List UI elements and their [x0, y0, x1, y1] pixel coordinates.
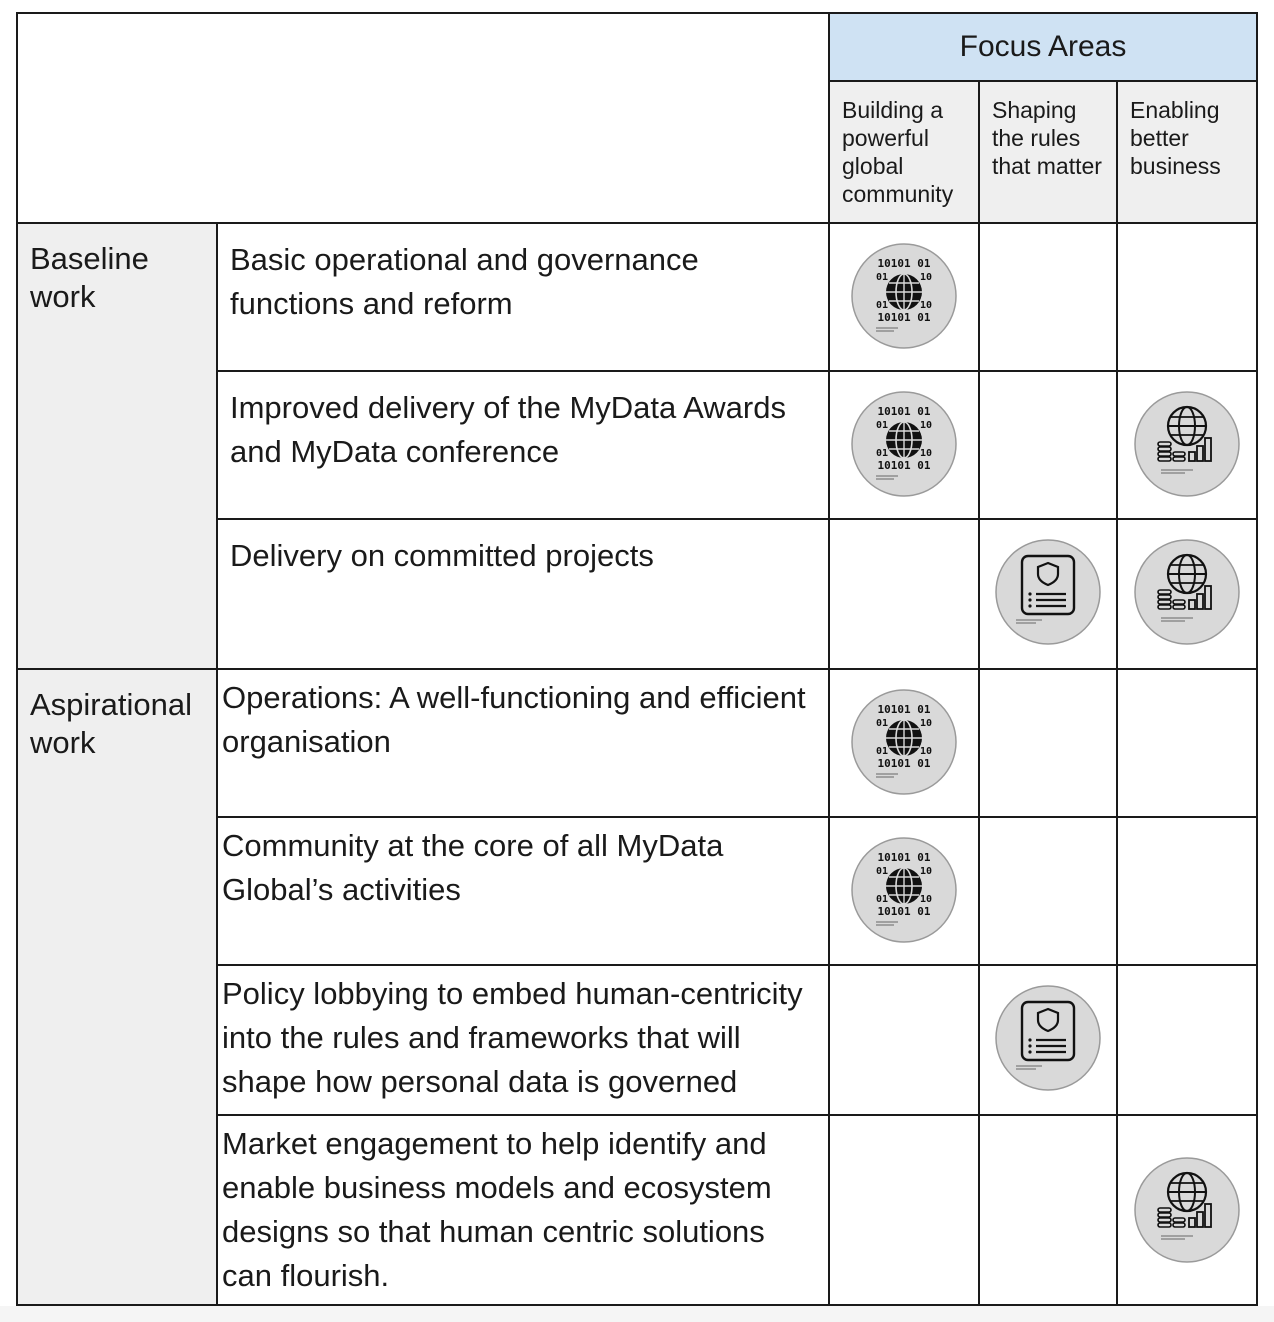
row-label-text: Operations: A well-functioning and efficient organisation	[222, 680, 806, 759]
row-cell-community	[828, 518, 980, 670]
row-cell-rules	[978, 222, 1118, 372]
row-cell-business	[1116, 964, 1258, 1116]
community-icon	[850, 390, 958, 498]
row-label	[216, 222, 830, 372]
row-label	[216, 668, 830, 818]
row-cell-community	[828, 222, 980, 372]
row-cell-rules	[978, 964, 1118, 1116]
column-header-label: Enabling better business	[1130, 97, 1221, 179]
row-cell-rules	[978, 1114, 1118, 1306]
row-cell-business	[1116, 222, 1258, 372]
row-label-text: Improved delivery of the MyData Awards and MyData conference	[230, 390, 786, 469]
row-label-text: Basic operational and governance functions and reform	[230, 242, 699, 321]
row-label	[216, 816, 830, 966]
business-icon	[1133, 390, 1241, 498]
community-icon	[850, 836, 958, 944]
row-cell-business	[1116, 518, 1258, 670]
category-label: Baseline work	[30, 241, 149, 314]
rules-icon	[994, 984, 1102, 1092]
column-header-label: Building a powerful global community	[842, 97, 954, 207]
business-icon	[1133, 538, 1241, 646]
row-label-text: Policy lobbying to embed human-centricity into the rules and frameworks that will shape how personal data is governed	[222, 976, 803, 1099]
column-header-rules	[978, 80, 1118, 224]
page-bottom-margin	[0, 1306, 1274, 1322]
column-header-business	[1116, 80, 1258, 224]
focus-areas-header	[828, 12, 1258, 82]
focus-areas-title: Focus Areas	[959, 30, 1127, 63]
row-cell-business	[1116, 1114, 1258, 1306]
row-cell-business	[1116, 370, 1258, 520]
row-cell-community	[828, 668, 980, 818]
row-cell-rules	[978, 668, 1118, 818]
column-header-label: Shaping the rules that matter	[992, 97, 1102, 179]
row-cell-business	[1116, 816, 1258, 966]
top-left-empty-cell	[16, 12, 830, 224]
community-icon	[850, 242, 958, 350]
row-cell-community	[828, 816, 980, 966]
row-label-text: Market engagement to help identify and enable business models and ecosystem designs so that human centric solutions can flourish.	[222, 1126, 772, 1293]
row-cell-rules	[978, 518, 1118, 670]
row-cell-rules	[978, 370, 1118, 520]
column-header-community	[828, 80, 980, 224]
category-label: Aspirational work	[30, 687, 192, 760]
category-baseline-work	[16, 222, 218, 670]
row-cell-community	[828, 1114, 980, 1306]
row-cell-business	[1116, 668, 1258, 818]
row-cell-community	[828, 370, 980, 520]
category-aspirational-work	[16, 668, 218, 1306]
row-cell-rules	[978, 816, 1118, 966]
row-label	[216, 518, 830, 670]
row-label	[216, 964, 830, 1116]
business-icon	[1133, 1156, 1241, 1264]
row-label-text: Community at the core of all MyData Global’s activities	[222, 828, 724, 907]
rules-icon	[994, 538, 1102, 646]
row-cell-community	[828, 964, 980, 1116]
row-label	[216, 1114, 830, 1306]
row-label-text: Delivery on committed projects	[230, 538, 654, 573]
community-icon	[850, 688, 958, 796]
row-label	[216, 370, 830, 520]
